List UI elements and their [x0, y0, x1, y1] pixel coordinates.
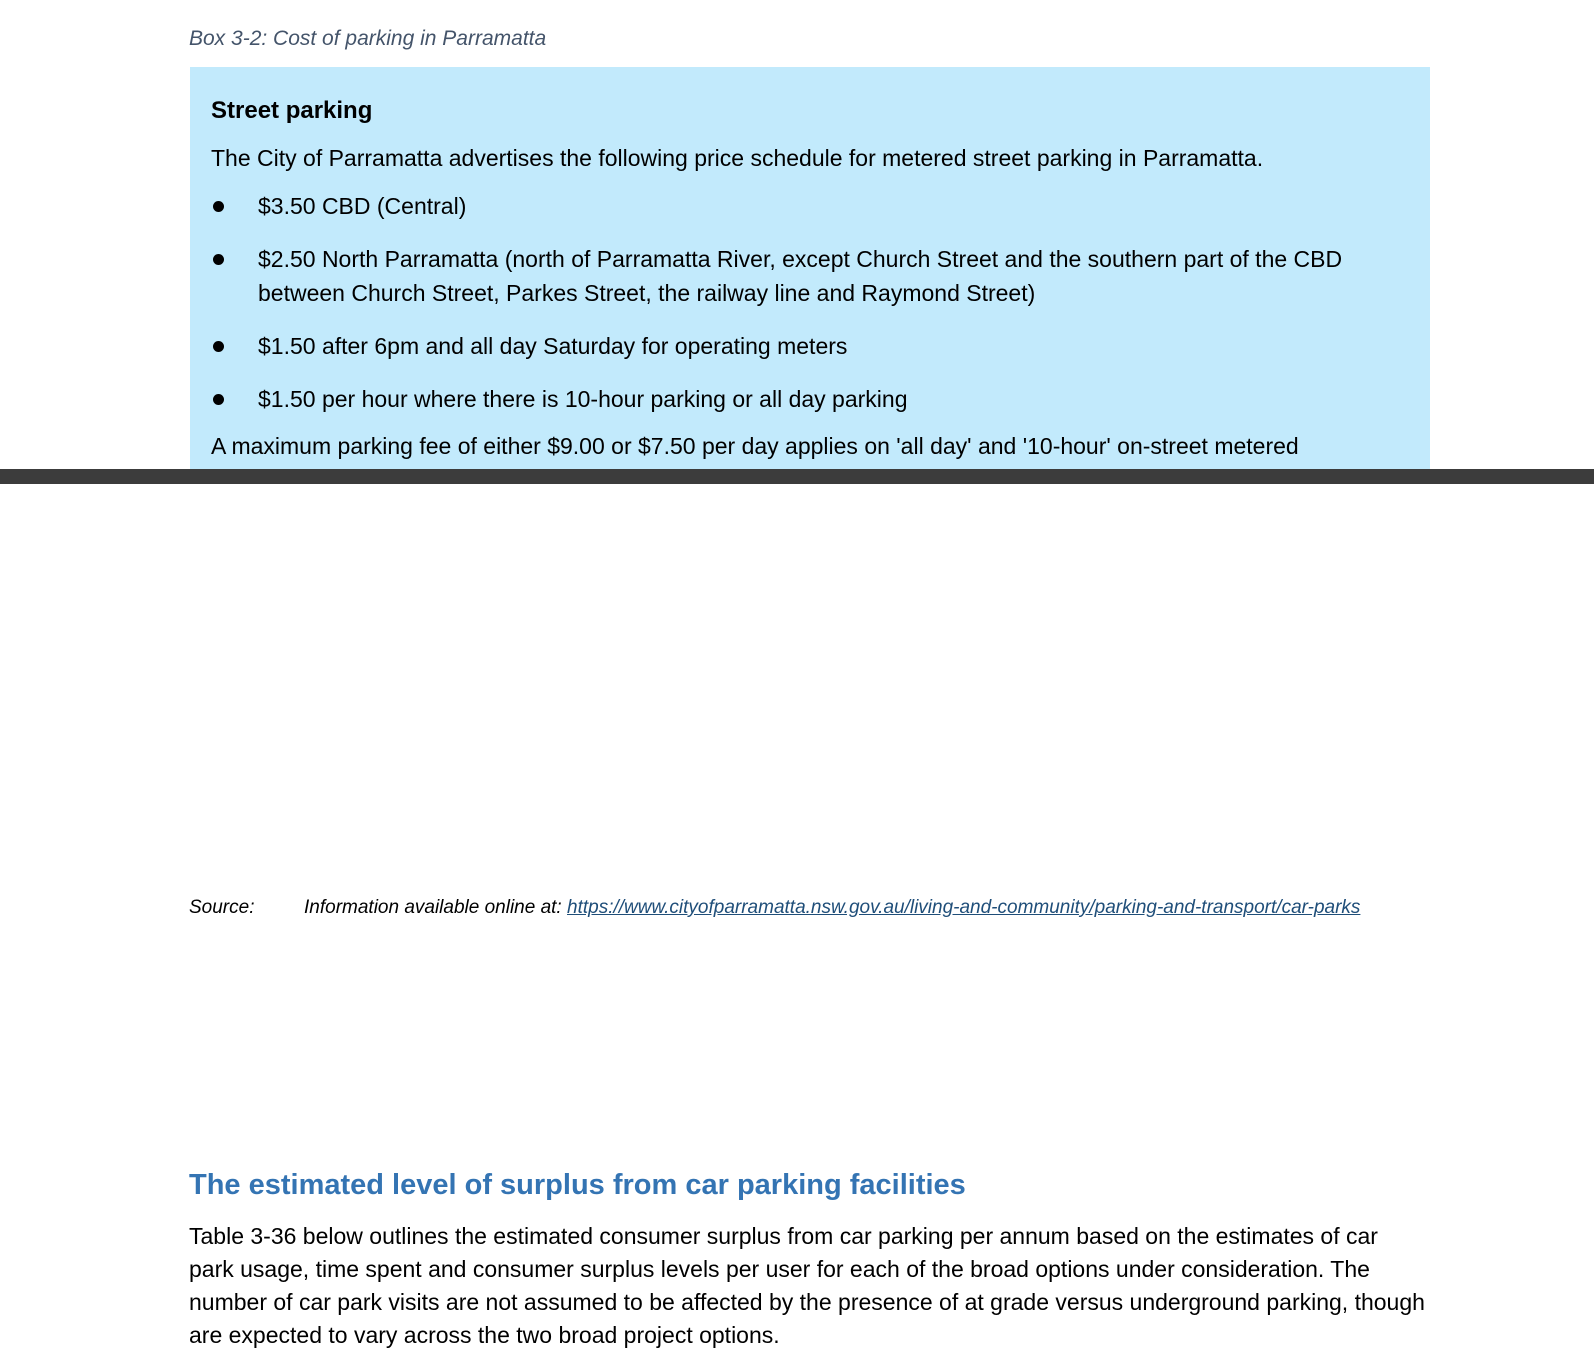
price-list-item [211, 382, 1411, 416]
box-heading: Street parking [211, 97, 373, 124]
price-list-text: $2.50 North Parramatta (north of Parramatta River, except Church Street and the southern part of the CBD between Church Street, Parkes Street, the railway line and Raymond Street) [258, 246, 1343, 306]
source-body [304, 890, 1414, 925]
source-prefix: Information available online at: [304, 897, 567, 918]
bullet-icon [213, 341, 224, 352]
box-caption: Box 3-2: Cost of parking in Parramatta [189, 27, 547, 50]
street-parking-box [190, 67, 1430, 469]
box-intro: The City of Parramatta advertises the following price schedule for metered street parking in Parramatta. [211, 145, 1264, 171]
price-list-item [211, 242, 1411, 310]
section-heading: The estimated level of surplus from car parking facilities [189, 1169, 966, 1201]
box-truncated-line: A maximum parking fee of either $9.00 or $7.50 per day applies on 'all day' and '10-hour' on-street metered [211, 433, 1299, 459]
price-list [211, 189, 1411, 416]
price-list-item [211, 189, 1411, 223]
section-body: Table 3-36 below outlines the estimated consumer surplus from car parking per annum based on the estimates of car park usage, time spent and consumer surplus levels per user for each of the broad options under consideration. The number of car park visits are not assumed to be affected by the presence of at grade versus underground parking, though are expected to vary across the two broad project options. [189, 1223, 1425, 1348]
price-list-text: $3.50 CBD (Central) [258, 193, 467, 219]
bullet-icon [213, 201, 224, 212]
price-list-text: $1.50 after 6pm and all day Saturday for operating meters [258, 333, 848, 359]
page-divider [0, 469, 1594, 484]
source-label: Source: [189, 897, 255, 918]
bullet-icon [213, 254, 224, 265]
source-link[interactable]: https://www.cityofparramatta.nsw.gov.au/living-and-community/parking-and-transport/car-parks [567, 897, 1361, 918]
bullet-icon [213, 394, 224, 405]
box-content [211, 95, 1411, 463]
price-list-text: $1.50 per hour where there is 10-hour parking or all day parking [258, 386, 908, 412]
price-list-item [211, 329, 1411, 363]
